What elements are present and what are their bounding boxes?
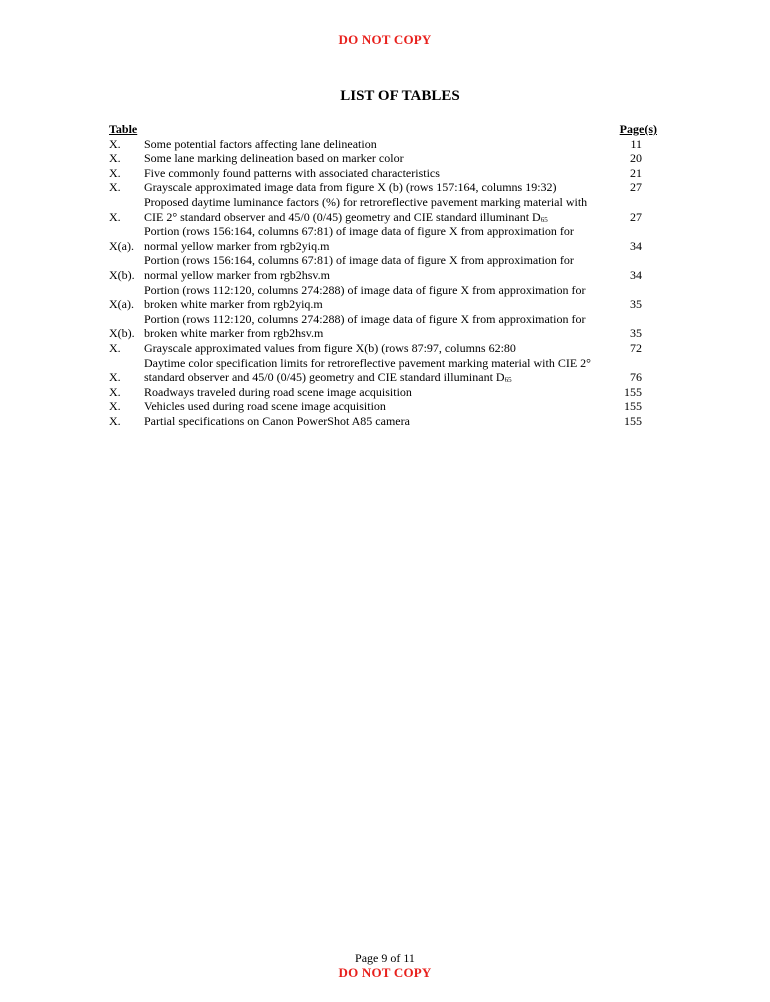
table-row <box>109 341 657 356</box>
table-row <box>109 137 657 152</box>
caption-line <box>144 224 598 239</box>
page-title: LIST OF TABLES <box>340 88 460 104</box>
caption-line-text: broken white marker from rgb2hsv.m <box>144 326 324 341</box>
page-ref: 27 <box>630 209 642 224</box>
table-number: X(b). <box>109 267 135 282</box>
caption-line-text: Portion (rows 112:120, columns 274:288) of image data of figure X from approximation for <box>144 282 586 297</box>
caption-line <box>144 297 598 312</box>
table-row <box>109 253 657 282</box>
table-number: X(b). <box>109 326 135 341</box>
page-ref: 155 <box>624 399 642 414</box>
page-ref: 72 <box>630 340 642 355</box>
table-number: X(a). <box>109 297 134 312</box>
caption-line-text: Proposed daytime luminance factors (%) for retroreflective pavement marking material with <box>144 194 588 209</box>
table-number: X. <box>109 136 121 151</box>
table-row <box>109 283 657 312</box>
toc-rows <box>109 137 657 429</box>
table-number: X. <box>109 340 121 355</box>
page-ref: 76 <box>630 370 642 385</box>
caption-line-text: Partial specifications on Canon PowerShot A85 camera <box>144 413 410 428</box>
caption-line-text: CIE 2° standard observer and 45/0 (0/45) geometry and CIE standard illuminant D <box>144 209 541 224</box>
table-number: X. <box>109 165 121 180</box>
caption-line-text: Some potential factors affecting lane delineation <box>144 136 377 151</box>
caption-line <box>144 341 598 356</box>
table-row <box>109 385 657 400</box>
table-caption <box>144 253 598 282</box>
caption-line-text: Five commonly found patterns with associated characteristics <box>144 165 440 180</box>
page-ref: 155 <box>624 413 642 428</box>
caption-line-text: broken white marker from rgb2yiq.m <box>144 297 323 312</box>
caption-line <box>144 166 598 181</box>
page-ref: 27 <box>630 180 642 195</box>
caption-line-text: normal yellow marker from rgb2yiq.m <box>144 238 330 253</box>
caption-line <box>144 399 598 414</box>
table-number: X(a). <box>109 238 134 253</box>
illuminant-subscript: 65 <box>504 376 512 385</box>
table-caption <box>144 137 598 152</box>
table-row <box>109 180 657 195</box>
table-caption <box>144 224 598 253</box>
caption-line-text: Roadways traveled during road scene image acquisition <box>144 384 412 399</box>
watermark-top: DO NOT COPY <box>338 32 432 47</box>
table-caption <box>144 195 598 224</box>
caption-line <box>144 268 598 283</box>
table-caption <box>144 166 598 181</box>
table-number: X. <box>109 209 121 224</box>
table-caption <box>144 180 598 195</box>
table-number: X. <box>109 413 121 428</box>
watermark-bottom: DO NOT COPY <box>338 965 432 980</box>
caption-line <box>144 151 598 166</box>
caption-line-text: Some lane marking delineation based on marker color <box>144 151 404 166</box>
table-row <box>109 356 657 385</box>
caption-line <box>144 283 598 298</box>
caption-line-text: Portion (rows 112:120, columns 274:288) of image data of figure X from approximation for <box>144 311 586 326</box>
caption-line <box>144 210 598 225</box>
table-row <box>109 399 657 414</box>
header-table-label: Table <box>109 122 138 136</box>
table-caption <box>144 385 598 400</box>
caption-line-text: normal yellow marker from rgb2hsv.m <box>144 267 330 282</box>
table-caption <box>144 399 598 414</box>
caption-line-text: standard observer and 45/0 (0/45) geometry and CIE standard illuminant D <box>144 370 505 385</box>
table-number: X. <box>109 384 121 399</box>
page-ref: 34 <box>630 238 642 253</box>
header-pages-label: Page(s) <box>619 122 657 136</box>
table-caption <box>144 341 598 356</box>
caption-line <box>144 180 598 195</box>
caption-line <box>144 414 598 429</box>
table-row <box>109 312 657 341</box>
page-ref: 20 <box>630 151 642 166</box>
table-number: X. <box>109 399 121 414</box>
table-caption <box>144 151 598 166</box>
table-number: X. <box>109 180 121 195</box>
table-number: X. <box>109 151 121 166</box>
caption-line-text: Portion (rows 156:164, columns 67:81) of image data of figure X from approximation for <box>144 253 574 268</box>
table-caption <box>144 414 598 429</box>
page-ref: 34 <box>630 267 642 282</box>
table-row <box>109 151 657 166</box>
caption-line <box>144 370 598 385</box>
page-ref: 21 <box>630 165 642 180</box>
table-row <box>109 414 657 429</box>
caption-line <box>144 385 598 400</box>
caption-line <box>144 253 598 268</box>
caption-line <box>144 195 598 210</box>
table-number: X. <box>109 370 121 385</box>
caption-line <box>144 137 598 152</box>
table-row <box>109 166 657 181</box>
table-row <box>109 195 657 224</box>
caption-line-text: Daytime color specification limits for retroreflective pavement marking material with CIE 2° <box>144 355 591 370</box>
caption-line <box>144 356 598 371</box>
page-number: Page 9 of 11 <box>355 951 415 965</box>
table-caption <box>144 312 598 341</box>
illuminant-subscript: 65 <box>540 215 548 224</box>
caption-line-text: Grayscale approximated values from figure X(b) (rows 87:97, columns 62:80 <box>144 340 516 355</box>
page-ref: 35 <box>630 326 642 341</box>
toc-header <box>109 122 657 137</box>
caption-line <box>144 326 598 341</box>
table-caption <box>144 356 598 385</box>
caption-line-text: Grayscale approximated image data from figure X (b) (rows 157:164, columns 19:32) <box>144 180 557 195</box>
caption-line <box>144 239 598 254</box>
caption-line-text: Vehicles used during road scene image acquisition <box>144 399 386 414</box>
caption-line <box>144 312 598 327</box>
page-ref: 35 <box>630 297 642 312</box>
table-caption <box>144 283 598 312</box>
table-row <box>109 224 657 253</box>
page-ref: 155 <box>624 384 642 399</box>
page-ref: 11 <box>630 136 642 151</box>
caption-line-text: Portion (rows 156:164, columns 67:81) of image data of figure X from approximation for <box>144 224 574 239</box>
list-of-tables <box>109 122 657 428</box>
